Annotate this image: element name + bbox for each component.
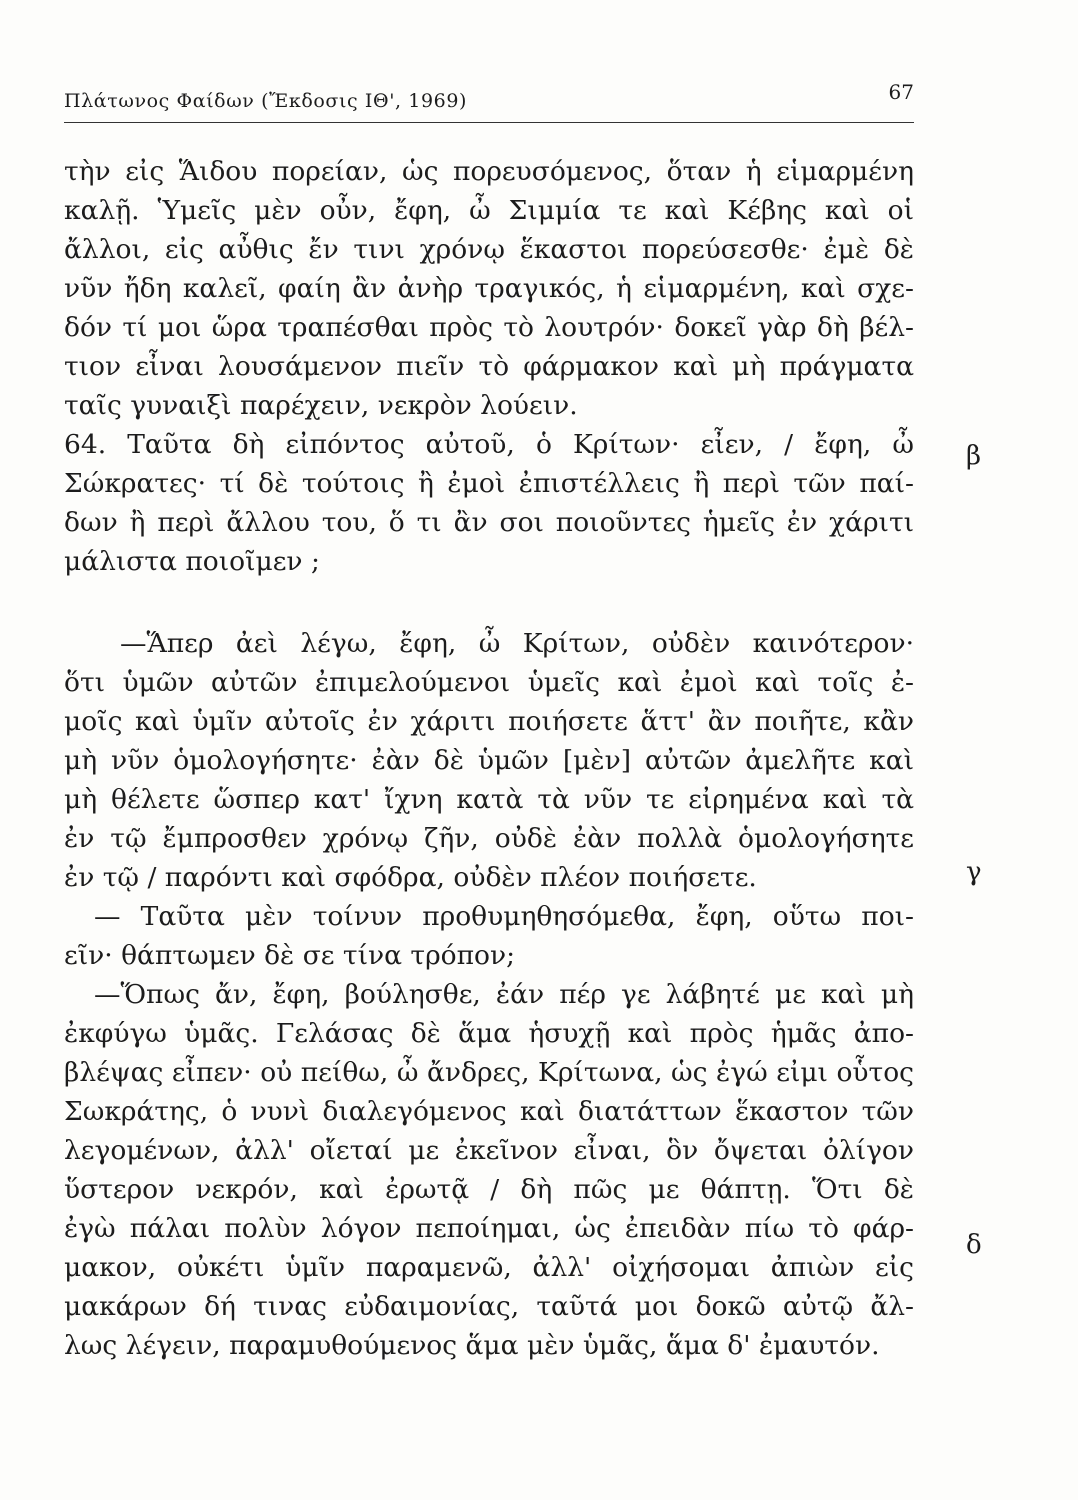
text-line: —Ὅπως ἄν, ἔφη, βούλησθε, ἐάν πέρ γε λάβητέ με καὶ μὴ: [94, 979, 914, 1010]
stephanus-margin-gamma: γ: [966, 857, 982, 887]
text-line: λεγομένων, ἀλλ' οἴεταί με ἐκεῖνον εἶναι, ὃν ὄψεται ὀλίγον: [64, 1135, 914, 1166]
text-line: Σωκράτης, ὁ νυνὶ διαλεγόμενος καὶ διατάττων ἕκαστον τῶν: [64, 1096, 914, 1127]
text-line: καλῇ. Ὑμεῖς μὲν οὖν, ἔφη, ὦ Σιμμία τε καὶ Κέβης καὶ οἱ: [64, 195, 914, 226]
text-line: μὴ θέλετε ὥσπερ κατ' ἴχνη κατὰ τὰ νῦν τε εἰρημένα καὶ τὰ: [64, 784, 914, 815]
text-line: μάλιστα ποιοῖμεν ;: [64, 546, 320, 577]
text-line: τὴν εἰς Ἅιδου πορείαν, ὡς πορευσόμενος, ὅταν ἡ εἱμαρμένη: [64, 156, 914, 187]
text-line: ταῖς γυναιξὶ παρέχειν, νεκρὸν λούειν.: [64, 390, 578, 421]
text-line: — Ταῦτα μὲν τοίνυν προθυμηθησόμεθα, ἔφη, οὕτω ποι-: [94, 901, 914, 932]
text-line: ἐν τῷ ἔμπροσθεν χρόνῳ ζῆν, οὐδὲ ἐὰν πολλὰ ὁμολογήσητε: [64, 823, 914, 854]
running-header: [64, 80, 914, 123]
text-line: 64. Ταῦτα δὴ εἰπόντος αὐτοῦ, ὁ Κρίτων· εἶεν, / ἔφη, ὦ: [64, 429, 914, 460]
main-text: [64, 152, 914, 1365]
text-line: βλέψας εἶπεν· οὐ πείθω, ὦ ἄνδρες, Κρίτωνα, ὡς ἐγώ εἰμι οὗτος: [64, 1057, 914, 1088]
text-line: μὴ νῦν ὁμολογήσητε· ἐὰν δὲ ὑμῶν [μὲν] αὐτῶν ἀμελῆτε καὶ: [64, 745, 914, 776]
text-line: τιον εἶναι λουσάμενον πιεῖν τὸ φάρμακον καὶ μὴ πράγματα: [64, 351, 914, 382]
stephanus-margin-beta: β: [966, 441, 982, 471]
text-line: ἐκφύγω ὑμᾶς. Γελάσας δὲ ἅμα ἡσυχῇ καὶ πρὸς ἡμᾶς ἀπο-: [64, 1018, 914, 1049]
stephanus-margin-delta: δ: [966, 1230, 982, 1260]
text-line: μακάρων δή τινας εὐδαιμονίας, ταῦτά μοι δοκῶ αὐτῷ ἄλ-: [64, 1291, 914, 1322]
text-line: ἄλλοι, εἰς αὖθις ἔν τινι χρόνῳ ἕκαστοι πορεύσεσθε· ἐμὲ δὲ: [64, 234, 914, 265]
text-line: νῦν ἤδη καλεῖ, φαίη ἂν ἀνὴρ τραγικός, ἡ εἱμαρμένη, καὶ σχε-: [64, 273, 914, 304]
text-line: Σώκρατες· τί δὲ τούτοις ἢ ἐμοὶ ἐπιστέλλεις ἢ περὶ τῶν παί-: [64, 468, 914, 499]
text-line: λως λέγειν, παραμυθούμενος ἅμα μὲν ὑμᾶς, ἅμα δ' ἐμαυτόν.: [64, 1330, 880, 1361]
text-line: ὕστερον νεκρόν, καὶ ἐρωτᾷ / δὴ πῶς με θάπτῃ. Ὅτι δὲ: [64, 1174, 914, 1205]
text-line: ἐγὼ πάλαι πολὺν λόγον πεποίημαι, ὡς ἐπειδὰν πίω τὸ φάρ-: [64, 1213, 914, 1244]
text-line: δόν τί μοι ὥρα τραπέσθαι πρὸς τὸ λουτρόν· δοκεῖ γὰρ δὴ βέλ-: [64, 312, 914, 343]
text-line: ὅτι ὑμῶν αὐτῶν ἐπιμελούμενοι ὑμεῖς καὶ ἐμοὶ καὶ τοῖς ἐ-: [64, 667, 914, 698]
running-title: Πλάτωνος Φαίδων (Ἔκδοσις ΙΘ', 1969): [64, 90, 468, 112]
text-line: δων ἢ περὶ ἄλλου του, ὅ τι ἂν σοι ποιοῦντες ἡμεῖς ἐν χάριτι: [64, 507, 914, 538]
paragraph-gap: [64, 581, 914, 624]
text-line: μακον, οὐκέτι ὑμῖν παραμενῶ, ἀλλ' οἰχήσομαι ἀπιὼν εἰς: [64, 1252, 914, 1283]
text-line: ἐν τῷ / παρόντι καὶ σφόδρα, οὐδὲν πλέον ποιήσετε.: [64, 862, 757, 893]
text-line: μοῖς καὶ ὑμῖν αὐτοῖς ἐν χάριτι ποιήσετε ἅττ' ἂν ποιῆτε, κἂν: [64, 706, 914, 737]
text-line: —Ἅπερ ἀεὶ λέγω, ἔφη, ὦ Κρίτων, οὐδὲν καινότερον·: [120, 628, 914, 659]
page-number: 67: [888, 80, 914, 104]
text-line: εῖν· θάπτωμεν δὲ σε τίνα τρόπον;: [64, 940, 516, 971]
